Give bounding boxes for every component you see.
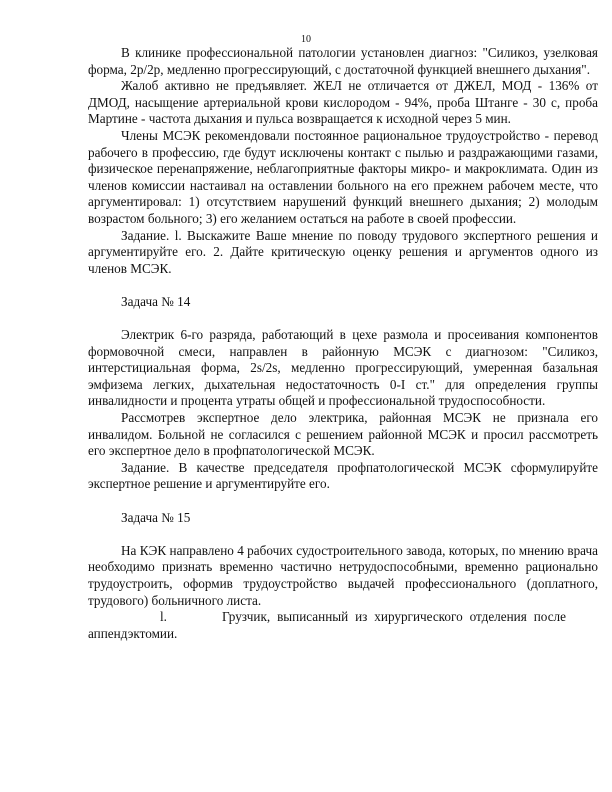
list-item-continuation: аппендэктомии. bbox=[88, 625, 178, 641]
task-14-assignment: Задание. В качестве председателя профпатологической МСЭК сформулируйте экспертное решение и аргументируйте его. bbox=[88, 459, 598, 492]
page-number: 10 bbox=[301, 34, 311, 45]
task-14-paragraph: Рассмотрев экспертное дело электрика, районная МСЭК не признала его инвалидом. Больной не согласился с решением районной МСЭК и просил рассмотреть его экспертное дело в профпатологической МСЭК. bbox=[88, 410, 598, 459]
task-15-heading: Задача № 15 bbox=[121, 509, 191, 525]
task-14-paragraph: Электрик 6-го разряда, работающий в цехе размола и просеивания компонентов формовочной смеси, направлен в районную МСЭК с диагнозом: "Силикоз, интерстициальная форма, 2s/2s, медленно прогрессирующий, умеренная базальная эмфизема легких, дыхательная недостаточность 0-I ст." для определения группы инвалидности и процента утраты общей и профессиональной трудоспособности. bbox=[88, 327, 598, 409]
document-body bbox=[88, 45, 598, 642]
complaints-paragraph: Жалоб активно не предъявляет. ЖЕЛ не отличается от ДЖЕЛ, МОД - 136% от ДМОД, насыщение артериальной крови кислородом - 94%, проба Штанге - 30 с, проба Мартине - частота дыхания и пульса возвращается к исходной через 5 мин. bbox=[88, 78, 598, 127]
list-item-number: l. bbox=[160, 609, 167, 625]
task-15-paragraph: На КЭК направлено 4 рабочих судостроительного завода, которых, по мнению врача необходимо признать временно частично нетрудоспособными, временно рационально трудоустроить, оформив трудоустройство выдачей профессионального (доплатного, трудового) больничного листа. bbox=[88, 542, 598, 608]
assignment-paragraph: Задание. l. Выскажите Ваше мнение по поводу трудового экспертного решения и аргументируйте его. 2. Дайте критическую оценку решения и аргументов одного из членов МСЭК. bbox=[88, 227, 598, 276]
list-item-text: Грузчик, выписанный из хирургического отделения после bbox=[222, 609, 566, 625]
commission-paragraph: Члены МСЭК рекомендовали постоянное рациональное трудоустройство - перевод рабочего в профессию, где будут исключены контакт с пылью и раздражающими газами, физическое перенапряжение, неблагоприятные факторы микро- и макроклимата. Один из членов комиссии настаивал на оставлении больного на его прежнем рабочем месте, что аргументировал: 1) отсутствием нарушений функций внешнего дыхания; 2) молодым возрастом больного; 3) его желанием остаться на работе в своей профессии. bbox=[88, 127, 598, 226]
diagnosis-paragraph: В клинике профессиональной патологии установлен диагноз: "Силикоз, узелковая форма, 2р/2р, медленно прогрессирующий, с достаточной функцией внешнего дыхания". bbox=[88, 45, 598, 77]
task-14-heading: Задача № 14 bbox=[121, 293, 191, 309]
task-15-list-item bbox=[88, 609, 598, 642]
